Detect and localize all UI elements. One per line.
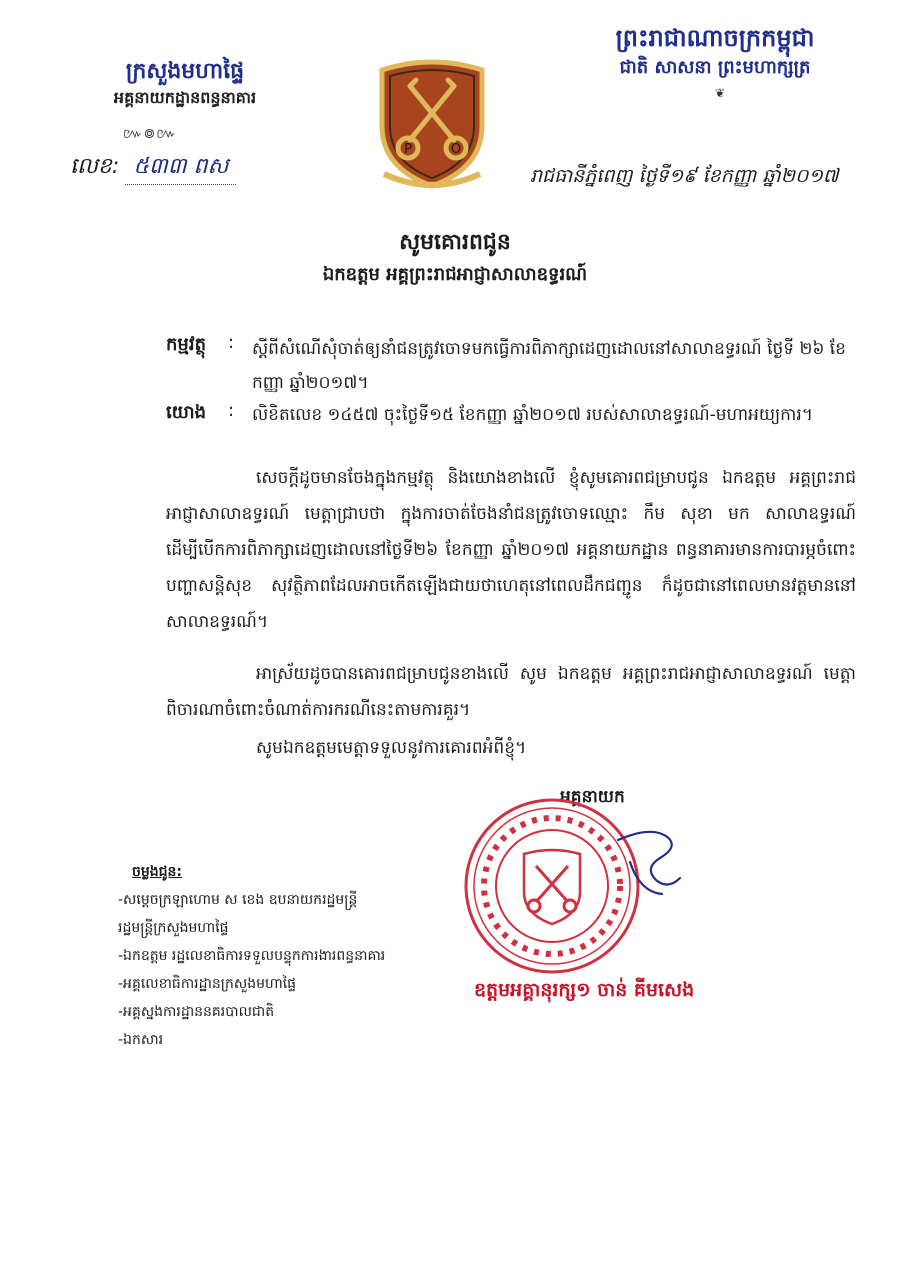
recipient-title: ឯកឧត្តម អគ្គព្រះរាជអាជ្ញាសាលាឧទ្ធរណ៍ bbox=[322, 264, 588, 285]
kingdom-name: ព្រះរាជាណាចក្រកម្ពុជា bbox=[615, 24, 815, 52]
cc-item: -អគ្គស្នងការដ្ឋាននគរបាលជាតិ bbox=[118, 1004, 275, 1020]
reference-number bbox=[70, 152, 236, 185]
cc-item: -ឯកឧត្តម រដ្ឋលេខាធិការទទួលបន្ទុកការងារពន្ធនាគារ bbox=[118, 948, 386, 964]
cc-item: -ឯកសារ bbox=[118, 1032, 164, 1048]
dateline: រាជធានីភ្នំពេញ ថ្ងៃទី១៩ ខែកញ្ញា ឆ្នាំ២០១៧ bbox=[530, 165, 839, 187]
department-name: អគ្គនាយកដ្ឋានពន្ធនាគារ bbox=[113, 88, 257, 107]
signer-name: ឧត្តមអគ្គានុរក្ស១ ចាន់ គីមសេង bbox=[474, 979, 695, 1001]
subject-text: ស្តីពីសំណើសុំចាត់ឲ្យនាំជនត្រូវចោទមកធ្វើការពិភាក្សាដេញដោលនៅសាលាឧទ្ធរណ៍ ថ្ងៃទី ២៦ ខែកញ្ញា ឆ្នាំ២០១៧។ bbox=[252, 339, 846, 393]
ref-number-value: ៥៣៣ ពស bbox=[125, 152, 236, 185]
reference-text: លិខិតលេខ ១៤៥៧ ចុះថ្ងៃទី១៥ ខែកញ្ញា ឆ្នាំ២០១៧ របស់សាលាឧទ្ធរណ៍-មហាអយ្យការ។ bbox=[252, 405, 813, 425]
reference-label: យោង bbox=[166, 402, 206, 423]
recipient-salutation: សូមគោរពជូន bbox=[399, 230, 511, 255]
subject-label: កម្មវត្ថុ bbox=[166, 334, 206, 355]
subject-colon: : bbox=[228, 332, 235, 353]
cc-item: រដ្ឋមន្ត្រីក្រសួងមហាផ្ទៃ bbox=[118, 920, 229, 936]
ornament-left: ៚៙៚ bbox=[122, 126, 178, 142]
crossed-keys-shield-emblem-icon bbox=[372, 56, 492, 192]
signatory-title: អគ្គនាយក bbox=[560, 787, 625, 807]
closing-paragraph: សូមឯកឧត្តមមេត្តាទទួលនូវការគោរពអំពីខ្ញុំ។ bbox=[256, 738, 527, 758]
kingdom-header bbox=[590, 22, 840, 82]
reference-colon: : bbox=[228, 400, 235, 421]
ministry-name: ក្រសួងមហាផ្ទៃ bbox=[125, 59, 245, 84]
cc-title: ចម្លងជូន: bbox=[132, 864, 183, 880]
cc-item: -សម្តេចក្រឡាហោម ស ខេង ឧបនាយករដ្ឋមន្ត្រី bbox=[118, 892, 358, 908]
national-motto: ជាតិ សាសនា ព្រះមហាក្សត្រ bbox=[619, 57, 811, 78]
emblem-letter-o: O bbox=[450, 142, 462, 157]
handwritten-signature-icon bbox=[610, 822, 690, 902]
ornament-right: ❦ bbox=[714, 86, 726, 100]
body-paragraph-2: អាស្រ័យដូចបានគោរពជម្រាបជូនខាងលើ សូម ឯកឧត្តម អគ្គព្រះរាជអាជ្ញាសាលាឧទ្ធរណ៍ មេត្តាពិចារណាចំពោះចំណាត់ការករណីនេះតាមការគួរ។ bbox=[166, 664, 856, 720]
ref-number-label: លេខ: bbox=[70, 154, 120, 179]
cc-item: -អគ្គលេខាធិការដ្ឋានក្រសួងមហាផ្ទៃ bbox=[118, 976, 297, 992]
emblem-letter-p: P bbox=[404, 142, 412, 157]
cc-list bbox=[118, 858, 438, 1054]
ministry-header bbox=[70, 58, 300, 110]
body-paragraph-1: សេចក្តីដូចមានចែងក្នុងកម្មវត្ថុ និងយោងខាងលើ ខ្ញុំសូមគោរពជម្រាបជូន ឯកឧត្តម អគ្គព្រះរាជអាជ្ញាសាលាឧទ្ធរណ៍ មេត្តាជ្រាបថា ក្នុងការចាត់ចែងនាំជនត្រូវចោទឈ្មោះ កឹម សុខា មក សាលាឧទ្ធរណ៍ ដើម្បីបើកការពិភាក្សាដេញដោលនៅថ្ងៃទី២៦ ខែកញ្ញា ឆ្នាំ២០១៧ អគ្គនាយកដ្ឋាន ពន្ធនាគារមានការបារម្ភចំពោះបញ្ហាសន្តិសុខ សុវត្ថិភាពដែលអាចកើតឡើងជាយថាហេតុនៅពេលដឹកជញ្ជូន ក៏ដូចជានៅពេលមានវត្តមាននៅសាលាឧទ្ធរណ៍។ bbox=[166, 468, 856, 632]
